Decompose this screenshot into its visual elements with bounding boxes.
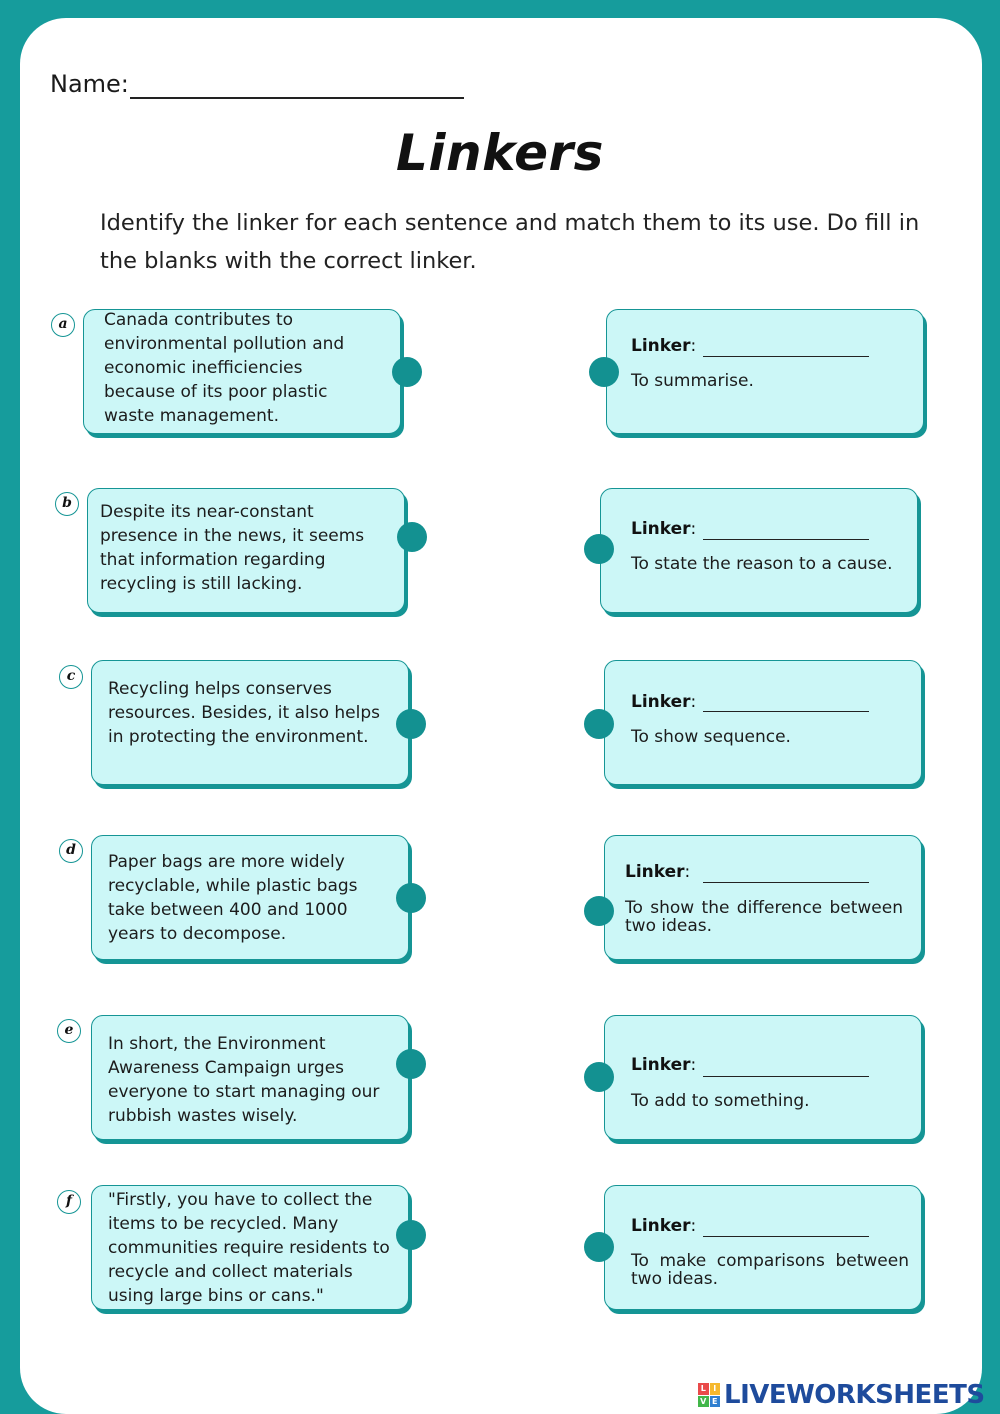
- match-dot-left-a[interactable]: [392, 357, 422, 387]
- letter-badge-b: b: [55, 492, 79, 516]
- match-dot-left-e[interactable]: [396, 1049, 426, 1079]
- use-box-5: [604, 1015, 922, 1140]
- page-title: Linkers: [396, 124, 604, 182]
- linker-answer-blank-1[interactable]: [703, 356, 869, 357]
- linker-label-1: Linker:: [631, 336, 697, 356]
- logo-text: LIVEWORKSHEETS: [724, 1380, 985, 1410]
- use-text-5: To add to something.: [631, 1091, 810, 1111]
- logo-mark-v: V: [698, 1396, 709, 1408]
- logo-mark-e: E: [710, 1396, 721, 1408]
- match-dot-left-f[interactable]: [396, 1220, 426, 1250]
- match-dot-right-3[interactable]: [584, 709, 614, 739]
- use-text-6: To make comparisons between two ideas.: [631, 1251, 909, 1289]
- match-dot-left-b[interactable]: [397, 522, 427, 552]
- linker-label-5: Linker:: [631, 1055, 697, 1075]
- letter-badge-d: d: [59, 839, 83, 863]
- instructions: Identify the linker for each sentence and match them to its use. Do fill in the blanks with the correct linker.: [100, 210, 920, 274]
- letter-badge-c: c: [59, 665, 83, 689]
- logo-mark-icon: [698, 1383, 720, 1407]
- sentence-text-e: In short, the Environment Awareness Campaign urges everyone to start managing our rubbish wastes wisely.: [108, 1034, 380, 1126]
- match-dot-right-4[interactable]: [584, 896, 614, 926]
- linker-answer-blank-2[interactable]: [703, 539, 869, 540]
- match-dot-right-1[interactable]: [589, 357, 619, 387]
- use-text-3: To show sequence.: [631, 727, 791, 747]
- match-dot-right-6[interactable]: [584, 1232, 614, 1262]
- sentence-text-b: Despite its near-constant presence in the news, it seems that information regarding recycling is still lacking.: [100, 502, 365, 594]
- linker-answer-blank-4[interactable]: [703, 882, 869, 883]
- match-dot-right-5[interactable]: [584, 1062, 614, 1092]
- match-dot-left-c[interactable]: [396, 709, 426, 739]
- linker-label-2: Linker:: [631, 519, 697, 539]
- logo-mark-i: I: [710, 1383, 721, 1395]
- name-input-line[interactable]: [130, 97, 464, 99]
- use-box-3: [604, 660, 922, 785]
- sentence-text-f: "Firstly, you have to collect the items to be recycled. Many communities require residents to recycle and collect materials using large bins or cans.": [108, 1190, 390, 1306]
- linker-label-3: Linker:: [631, 692, 697, 712]
- match-dot-left-d[interactable]: [396, 883, 426, 913]
- use-box-2: [600, 488, 918, 613]
- liveworksheets-logo: [698, 1380, 985, 1410]
- sentence-text-a: Canada contributes to environmental pollution and economic inefficiencies because of its poor plastic waste management.: [104, 310, 345, 426]
- sentence-text-d: Paper bags are more widely recyclable, while plastic bags take between 400 and 1000 years to decompose.: [108, 852, 358, 944]
- letter-badge-a: a: [51, 313, 75, 337]
- use-text-1: To summarise.: [631, 371, 754, 391]
- logo-mark-l: L: [698, 1383, 709, 1395]
- use-box-6: [604, 1185, 922, 1310]
- linker-label-6: Linker:: [631, 1216, 697, 1236]
- use-text-4: To show the difference between two ideas.: [625, 898, 903, 936]
- use-text-2: To state the reason to a cause.: [631, 554, 893, 574]
- name-label: Name:: [50, 70, 129, 98]
- letter-badge-f: f: [57, 1190, 81, 1214]
- letter-badge-e: e: [57, 1019, 81, 1043]
- linker-answer-blank-6[interactable]: [703, 1236, 869, 1237]
- linker-answer-blank-3[interactable]: [703, 711, 869, 712]
- match-dot-right-2[interactable]: [584, 534, 614, 564]
- linker-label-4: Linker:: [625, 862, 691, 882]
- linker-answer-blank-5[interactable]: [703, 1076, 869, 1077]
- sentence-text-c: Recycling helps conserves resources. Besides, it also helps in protecting the environment.: [108, 679, 381, 747]
